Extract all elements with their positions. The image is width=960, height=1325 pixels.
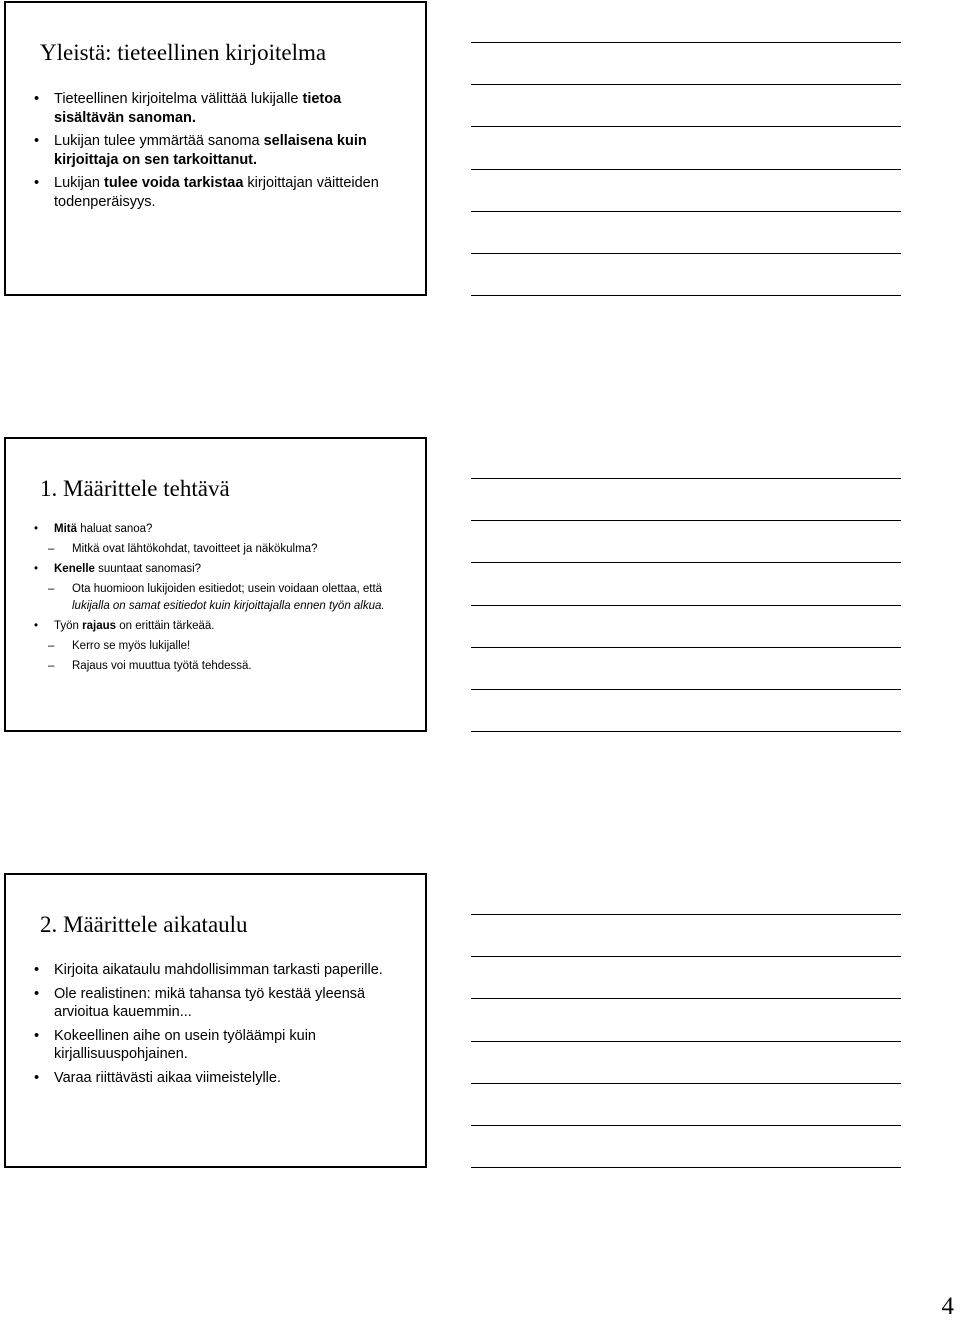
bullet-text: tietoa sisältävän sanoman. — [54, 91, 342, 126]
slide-title: 1. Määrittele tehtävä — [40, 476, 230, 501]
bullet-item — [32, 985, 415, 1022]
bullet-text: Varaa riittävästi aikaa viimeistelylle. — [54, 1069, 281, 1086]
sub-bullet-item — [32, 658, 415, 675]
bullet-item — [32, 1027, 415, 1064]
bullet-text: Mitkä ovat lähtökohdat, tavoitteet ja näkökulma? — [72, 543, 318, 555]
note-line — [471, 478, 901, 479]
bullet-text: Kenelle — [54, 563, 95, 575]
bullet-item — [32, 521, 415, 538]
bullet-text: Lukijan — [54, 175, 104, 191]
bullet-item — [32, 561, 415, 578]
slide-title: 2. Määrittele aikataulu — [40, 912, 248, 937]
bullet-text: haluat sanoa? — [77, 523, 153, 535]
bullet-text: on erittäin tärkeää. — [116, 620, 215, 632]
bullet-text: Tieteellinen kirjoitelma välittää lukijalle — [54, 91, 303, 107]
bullet-text: rajaus — [82, 620, 117, 632]
slide-yleista — [4, 1, 427, 296]
note-line — [471, 211, 901, 212]
bullet-text: Rajaus voi muuttua työtä tehdessä. — [72, 660, 252, 672]
slide-bullet-list — [32, 961, 415, 1092]
note-line — [471, 956, 901, 957]
note-line — [471, 1041, 901, 1042]
slide-title: Yleistä: tieteellinen kirjoitelma — [40, 40, 327, 65]
bullet-item — [32, 132, 415, 169]
note-line — [471, 1083, 901, 1084]
bullet-text: tulee voida tarkistaa — [103, 175, 244, 191]
note-line — [471, 295, 901, 296]
bullet-text: sellaisena kuin kirjoittaja on sen tarkoittanut. — [54, 133, 367, 168]
bullet-text: suuntaat sanomasi? — [94, 563, 202, 575]
bullet-text: kirjoittajan väitteiden todenperäisyys. — [54, 175, 379, 210]
page-number: 4 — [941, 1293, 954, 1320]
bullet-text: Ole realistinen: mikä tahansa työ kestää yleensä arvioitua kauemmin... — [54, 985, 366, 1020]
note-line — [471, 689, 901, 690]
note-line — [471, 84, 901, 85]
bullet-text: Kirjoita aikataulu mahdollisimman tarkasti paperille. — [54, 962, 383, 978]
sub-bullet-item — [32, 581, 415, 615]
bullet-item — [32, 174, 415, 211]
sub-bullet-item — [32, 638, 415, 655]
note-line — [471, 169, 901, 170]
note-line — [471, 1167, 901, 1168]
note-line — [471, 647, 901, 648]
slide-maarittele-aikataulu — [4, 873, 427, 1168]
bullet-item — [32, 1069, 415, 1088]
note-line — [471, 914, 901, 915]
bullet-item — [32, 618, 415, 635]
note-line — [471, 1125, 901, 1126]
slide-maarittele-tehtava — [4, 437, 427, 732]
note-line — [471, 42, 901, 43]
note-line — [471, 998, 901, 999]
bullet-text: Lukijan tulee ymmärtää sanoma — [54, 133, 264, 149]
slide-bullet-list — [32, 90, 415, 216]
sub-bullet-item — [32, 541, 415, 558]
bullet-text: lukijalla on samat esitiedot kuin kirjoittajalla ennen työn alkua. — [72, 600, 385, 612]
bullet-text: Mitä — [54, 523, 77, 535]
bullet-item — [32, 90, 415, 127]
note-line — [471, 562, 901, 563]
bullet-text: Ota huomioon lukijoiden esitiedot; usein voidaan olettaa, että — [72, 583, 383, 595]
note-line — [471, 520, 901, 521]
note-line — [471, 731, 901, 732]
bullet-text: Työn — [54, 620, 83, 632]
note-line — [471, 605, 901, 606]
slide-bullet-list — [32, 521, 415, 678]
bullet-item — [32, 961, 415, 980]
note-line — [471, 253, 901, 254]
bullet-text: Kokeellinen aihe on usein työläämpi kuin kirjallisuuspohjainen. — [54, 1027, 316, 1062]
note-line — [471, 126, 901, 127]
bullet-text: Kerro se myös lukijalle! — [72, 640, 191, 652]
